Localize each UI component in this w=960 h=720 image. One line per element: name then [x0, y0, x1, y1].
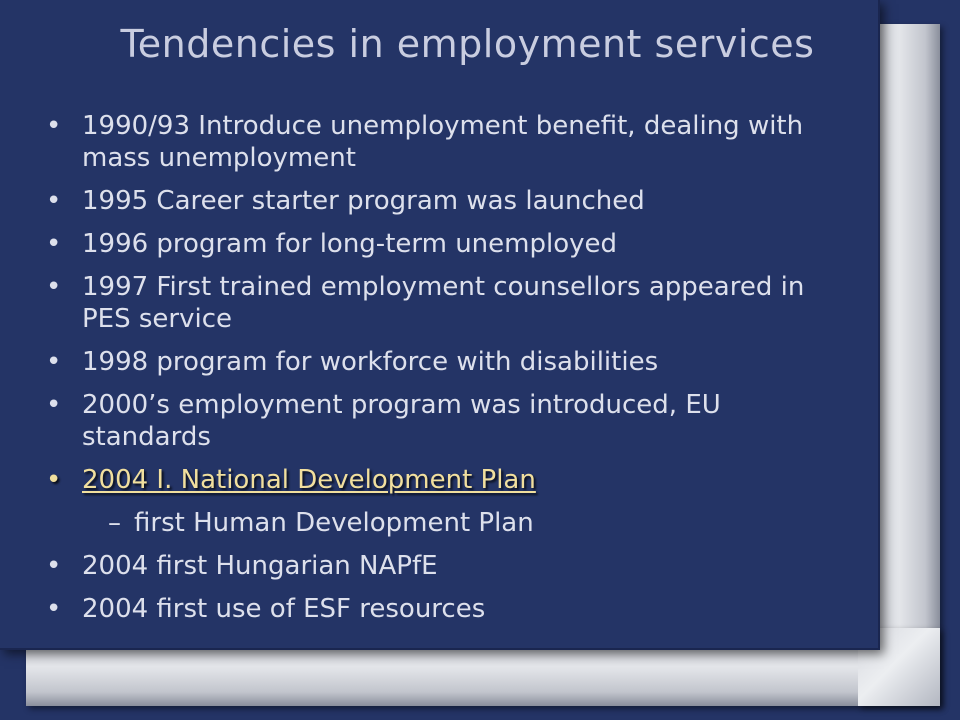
- bullet-text: 2004 first Hungarian NAPfE: [82, 551, 438, 581]
- bullet-text: 2004 I. National Development Plan: [82, 465, 536, 495]
- bullet-marker: •: [46, 390, 62, 420]
- bullet-item: [46, 550, 846, 582]
- bullet-text: 1995 Career starter program was launched: [82, 186, 645, 216]
- slide-title: Tendencies in employment services: [120, 22, 815, 66]
- bullet-item: [46, 271, 846, 335]
- bullet-item: [46, 110, 846, 174]
- bullet-item-highlighted: [46, 464, 846, 496]
- bullet-marker: •: [46, 465, 62, 495]
- bullet-item: [46, 346, 846, 378]
- bullet-item: [46, 185, 846, 217]
- bullet-text: 1998 program for workforce with disabilities: [82, 347, 659, 377]
- bullet-text: first Human Development Plan: [134, 508, 534, 538]
- bullet-marker: •: [46, 551, 62, 581]
- sub-bullet-item: [46, 507, 846, 539]
- bullet-marker: •: [46, 594, 62, 624]
- bullet-text: 1997 First trained employment counsellors appeared in PES service: [82, 272, 805, 334]
- bullet-marker: •: [46, 186, 62, 216]
- bullet-text: 1990/93 Introduce unemployment benefit, dealing with mass unemployment: [82, 111, 804, 173]
- bullet-marker: •: [46, 229, 62, 259]
- bullet-text: 2000’s employment program was introduced, EU standards: [82, 390, 721, 452]
- bullet-marker: •: [46, 111, 62, 141]
- bullet-marker: •: [46, 347, 62, 377]
- bullet-text: 2004 first use of ESF resources: [82, 594, 486, 624]
- bullet-list: [46, 110, 846, 636]
- bullet-item: [46, 593, 846, 625]
- bullet-text: 1996 program for long-term unemployed: [82, 229, 618, 259]
- sub-bullet-marker: –: [108, 508, 121, 538]
- bullet-item: [46, 228, 846, 260]
- bullet-marker: •: [46, 272, 62, 302]
- bullet-item: [46, 389, 846, 453]
